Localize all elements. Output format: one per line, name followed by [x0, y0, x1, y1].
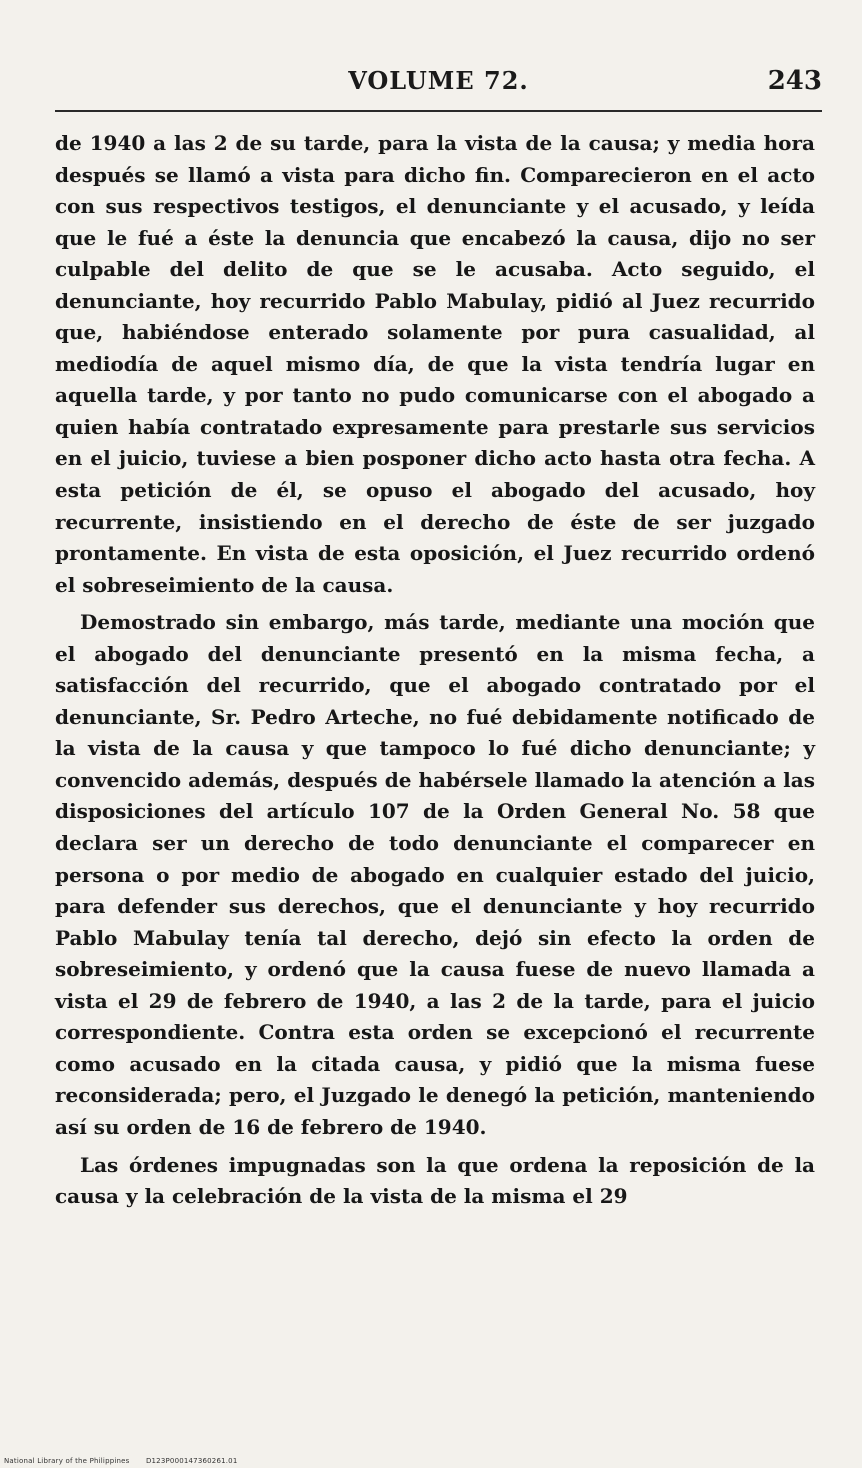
paragraph: Demostrado sin embargo, más tarde, mediante una moción que el abogado del denunciante presentó en la misma fecha, a satisfacción del recurrido, que el abogado contratado por el denunciante, Sr. Pedro Arteche, no fué debidamente notificado de la vista de la causa y que tampoco lo fué dicho denunciante; y convencido además, después de habérsele llamado la atención a las disposiciones del artículo 107 de la Orden General No. 58 que declara ser un derecho de todo denunciante el comparecer en persona o por medio de abogado en cualquier estado del juicio, para defender sus derechos, que el denunciante y hoy recurrido Pablo Mabulay tenía tal derecho, dejó sin efecto la orden de sobreseimiento, y ordenó que la causa fuese de nuevo llamada a vista el 29 de febrero de 1940, a las 2 de la tarde, para el juicio correspondiente. Contra esta orden se excepcionó el recurrente como acusado en la citada causa, y pidió que la misma fuese reconsiderada; pero, el Juzgado le denegó la petición, manteniendo así su orden de 16 de febrero de 1940.: [55, 610, 815, 1139]
library-name: National Library of the Philippines: [4, 1457, 130, 1465]
document-identifier: D123P000147360261.01: [145, 1457, 238, 1465]
library-stamp: [4, 1457, 252, 1465]
paragraph: Las órdenes impugnadas son la que ordena la reposición de la causa y la celebración de la vista de la misma el 29: [55, 1152, 815, 1209]
page-header: [55, 62, 822, 102]
running-head-volume: VOLUME 72.: [348, 66, 529, 95]
body-text: [55, 128, 815, 1219]
page-number: 243: [767, 66, 822, 96]
header-divider: [55, 110, 822, 112]
paragraph-continued: de 1940 a las 2 de su tarde, para la vista de la causa; y media hora después se llamó a vista para dicho fin. Comparecieron en el acto con sus respectivos testigos, el denunciante y el acusado, y leída que le fué a éste la denuncia que encabezó la causa, dijo no ser culpable del delito de que se le acusaba. Acto seguido, el denunciante, hoy recurrido Pablo Mabulay, pidió al Juez recurrido que, habiéndose enterado solamente por pura casualidad, al mediodía de aquel mismo día, de que la vista tendría lugar en aquella tarde, y por tanto no pudo comunicarse con el abogado a quien había contratado expresamente para prestarle sus servicios en el juicio, tuviese a bien posponer dicho acto hasta otra fecha. A esta petición de él, se opuso el abogado del acusado, hoy recurrente, insistiendo en el derecho de éste de ser juzgado prontamente. En vista de esta oposición, el Juez recurrido ordenó el sobreseimiento de la causa.: [55, 131, 815, 597]
